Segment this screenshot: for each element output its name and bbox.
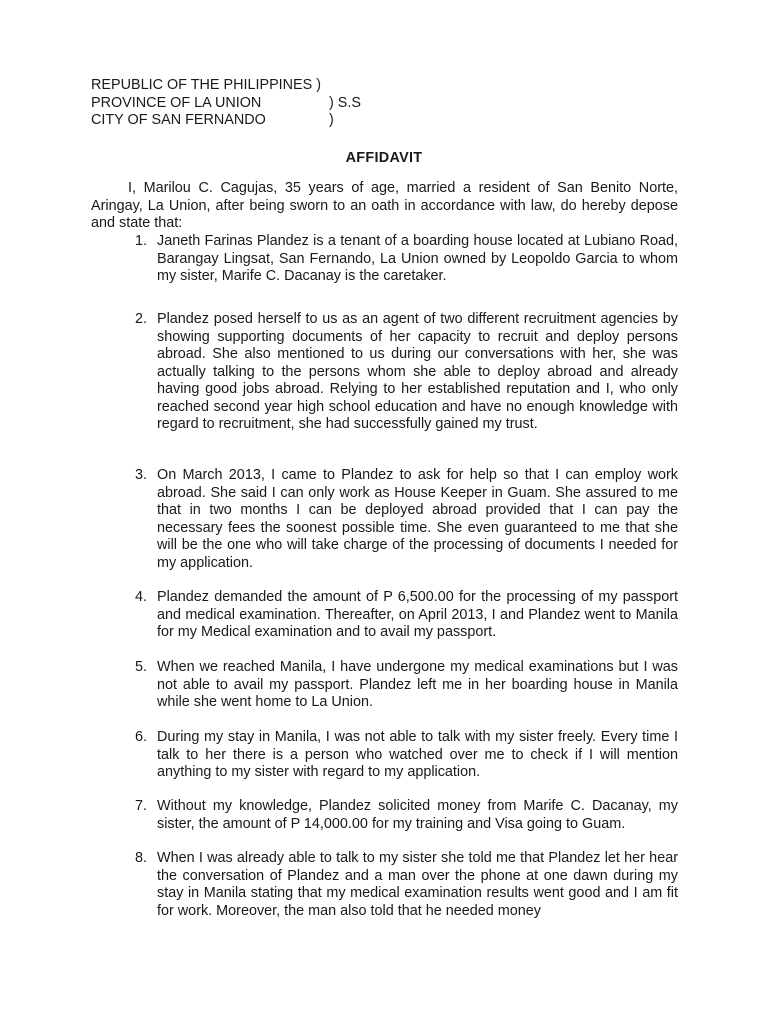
list-item-6 [135, 729, 678, 782]
list-item-text: When we reached Manila, I have undergone my medical examinations but I was not able to avail my passport. Plandez left me in her boarding house in Manila while she went home to La Union. [157, 659, 678, 710]
caption-province: PROVINCE OF LA UNION [91, 94, 262, 111]
list-item-text: Plandez posed herself to us as an agent of two different recruitment agencies by showing supporting documents of her capacity to recruit and deploy persons abroad. She also mentioned to us during our conversations with her, she was actually talking to the persons whom she able to deploy abroad and already having good jobs abroad. Relying to her established reputation and I, who only reached second year high school education and have no enough knowledge with regard to recruitment, she had successfully gained my trust. [157, 311, 678, 432]
caption-ss: ) S.S [329, 94, 361, 111]
list-item-5 [135, 659, 678, 712]
list-item-text: During my stay in Manila, I was not able to talk with my sister freely. Every time I talk to her there is a person who watched over me to check if I will mention anything to my sister with regard to my application. [157, 729, 678, 780]
list-item-number: 1. [135, 233, 148, 249]
list-item-number: 8. [135, 850, 148, 866]
list-item-number: 5. [135, 659, 148, 675]
list-item-text: When I was already able to talk to my sister she told me that Plandez let her hear the conversation of Plandez and a man over the phone at one dawn during my stay in Manila stating that my medical examination results went good and I am fit for work. Moreover, the man also told that he needed money [157, 850, 678, 919]
list-item-text: Without my knowledge, Plandez solicited money from Marife C. Dacanay, my sister, the amount of P 14,000.00 for my training and Visa going to Guam. [157, 798, 678, 832]
list-item-number: 4. [135, 589, 148, 605]
list-item-number: 6. [135, 729, 148, 745]
list-item-3 [135, 467, 678, 572]
caption-republic: REPUBLIC OF THE PHILIPPINES ) [91, 77, 322, 93]
list-item-7 [135, 798, 678, 833]
document-title: AFFIDAVIT [345, 150, 423, 166]
list-item-2 [135, 311, 678, 434]
list-item-text: Janeth Farinas Plandez is a tenant of a boarding house located at Lubiano Road, Barangay Lingsat, San Fernando, La Union owned by Leopoldo Garcia to whom my sister, Marife C. Dacanay is the caretaker. [157, 233, 678, 284]
caption-city: CITY OF SAN FERNANDO [91, 112, 266, 128]
list-item-number: 7. [135, 798, 148, 814]
caption-city-paren: ) [329, 112, 334, 128]
list-item-4 [135, 589, 678, 642]
list-item-1 [135, 233, 678, 286]
intro-paragraph: I, Marilou C. Cagujas, 35 years of age, married a resident of San Benito Norte, Aringay, La Union, after being sworn to an oath in accordance with law, do hereby depose and state that: [91, 180, 678, 231]
list-item-number: 3. [135, 467, 148, 483]
list-item-text: On March 2013, I came to Plandez to ask for help so that I can employ work abroad. She said I can only work as House Keeper in Guam. She assured to me that in two months I can be deployed abroad provided that I can pay the necessary fees the soonest possible time. She even guaranteed to me that she will be the one who will take charge of the processing of documents I needed for my application. [157, 467, 678, 571]
list-item-number: 2. [135, 311, 148, 327]
list-item-8 [135, 850, 678, 920]
list-item-text: Plandez demanded the amount of P 6,500.00 for the processing of my passport and medical examination. Thereafter, on April 2013, I and Plandez went to Manila for my Medical examination and to avail my passport. [157, 589, 678, 640]
